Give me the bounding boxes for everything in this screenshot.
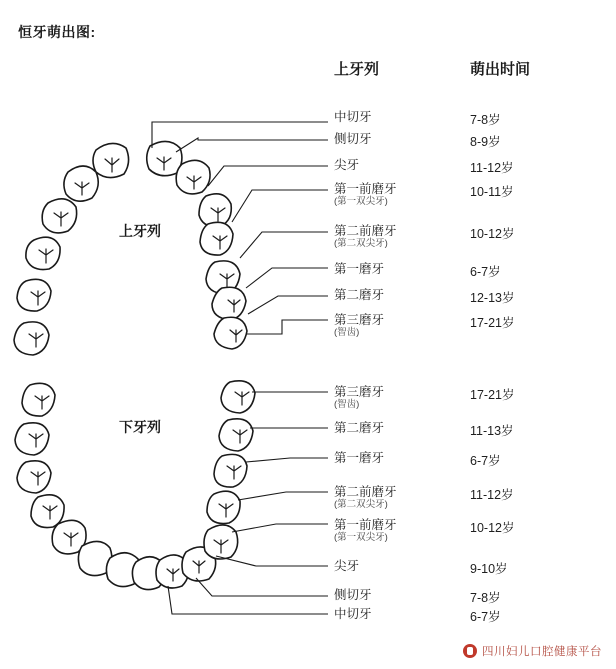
tooth-time: 17-21岁	[470, 316, 515, 330]
tooth-time: 10-12岁	[470, 227, 515, 241]
upper-arch-label: 上牙列	[119, 223, 161, 239]
list-item	[334, 451, 384, 465]
list-item	[334, 607, 372, 621]
leader-upper-8	[246, 320, 328, 334]
list-item	[334, 182, 397, 208]
tooth-time: 7-8岁	[470, 591, 501, 605]
tooth-time: 10-12岁	[470, 521, 515, 535]
list-item	[334, 288, 384, 302]
tooth-upper-left-incisor	[93, 143, 129, 177]
column-header-eruption-time: 萌出时间	[470, 61, 531, 78]
tooth-name: 第一前磨牙	[334, 182, 397, 196]
tooth-alias: (第一双尖牙)	[334, 532, 388, 543]
tooth-time: 17-21岁	[470, 388, 515, 402]
tooth-lower-right-premolar2	[214, 454, 247, 487]
tooth-upper-left-canine	[42, 199, 76, 233]
leader-upper-7	[248, 296, 328, 314]
tooth-upper-right-lateral	[176, 160, 210, 194]
leader-upper-5	[240, 232, 328, 258]
tooth-lower-right-molar2	[221, 381, 255, 413]
tooth-name: 尖牙	[334, 559, 360, 573]
leader-upper-2	[176, 138, 328, 152]
tooth-name: 第一前磨牙	[334, 518, 397, 532]
tooth-time: 8-9岁	[470, 135, 501, 149]
list-item	[334, 559, 359, 573]
list-item	[334, 421, 384, 435]
leader-lower-3	[246, 458, 328, 462]
tooth-lower-right-molar1	[219, 419, 253, 451]
tooth-name: 第三磨牙	[334, 385, 385, 399]
leader-lower-8	[168, 586, 328, 614]
tooth-alias: (第二双尖牙)	[334, 499, 388, 510]
list-item	[334, 262, 384, 276]
leader-lower-5	[232, 524, 328, 532]
leader-lower-7	[196, 578, 328, 596]
tooth-upper-left-molar	[14, 322, 49, 355]
list-item	[334, 518, 397, 544]
footer-text: 四川妇儿口腔健康平台	[482, 646, 602, 658]
page-title: 恒牙萌出图:	[18, 24, 96, 40]
tooth-alias: (智齿)	[334, 327, 360, 338]
tooth-time: 6-7岁	[470, 265, 501, 279]
tooth-name: 第二前磨牙	[334, 485, 397, 499]
tooth-time: 6-7岁	[470, 610, 501, 624]
column-header-upper-arch: 上牙列	[334, 61, 380, 78]
list-item	[334, 158, 359, 172]
list-item	[334, 588, 372, 602]
tooth-name: 第一磨牙	[334, 451, 385, 465]
tooth-time: 7-8岁	[470, 113, 501, 127]
leader-upper-4	[232, 190, 328, 222]
tooth-name: 中切牙	[334, 110, 372, 124]
tooth-time: 9-10岁	[470, 562, 508, 576]
tooth-lower-left-molar1	[17, 461, 51, 493]
tooth-name: 第二前磨牙	[334, 224, 397, 238]
leader-upper-6	[246, 268, 328, 288]
leader-upper-3	[208, 166, 328, 186]
tooth-time: 12-13岁	[470, 291, 515, 305]
tooth-time: 11-12岁	[470, 161, 514, 175]
tooth-name: 侧切牙	[334, 132, 372, 146]
tooth-upper-left-lateral	[64, 166, 98, 201]
tooth-alias: (第一双尖牙)	[334, 196, 388, 207]
list-item	[334, 313, 384, 339]
tooth-upper-right-canine	[199, 194, 231, 227]
tooth-alias: (第二双尖牙)	[334, 238, 388, 249]
list-item	[334, 485, 397, 511]
footer-watermark	[463, 643, 602, 659]
list-item	[334, 385, 384, 411]
tooth-time: 11-13岁	[470, 424, 514, 438]
leader-lower-4	[238, 492, 328, 500]
lower-arch-label: 下牙列	[119, 419, 161, 435]
tooth-name: 第二磨牙	[334, 421, 385, 435]
brand-logo-icon	[463, 644, 477, 658]
tooth-lower-left-molar3	[22, 383, 55, 416]
tooth-time: 10-11岁	[470, 185, 514, 199]
tooth-upper-right-molar2	[214, 317, 247, 349]
tooth-upper-left-premolar2	[17, 279, 51, 311]
tooth-name: 尖牙	[334, 158, 360, 172]
tooth-name: 侧切牙	[334, 588, 372, 602]
list-item	[334, 110, 372, 124]
tooth-time: 11-12岁	[470, 488, 514, 502]
tooth-alias: (智齿)	[334, 399, 360, 410]
list-item	[334, 224, 397, 250]
tooth-name: 中切牙	[334, 607, 372, 621]
tooth-name: 第三磨牙	[334, 313, 385, 327]
tooth-lower-left-molar2	[15, 423, 49, 455]
tooth-time: 6-7岁	[470, 454, 501, 468]
tooth-name: 第二磨牙	[334, 288, 385, 302]
leader-upper-1	[152, 122, 328, 148]
tooth-upper-right-molar1	[212, 287, 246, 320]
list-item	[334, 132, 372, 146]
leader-lower-6	[216, 556, 328, 566]
tooth-name: 第一磨牙	[334, 262, 385, 276]
